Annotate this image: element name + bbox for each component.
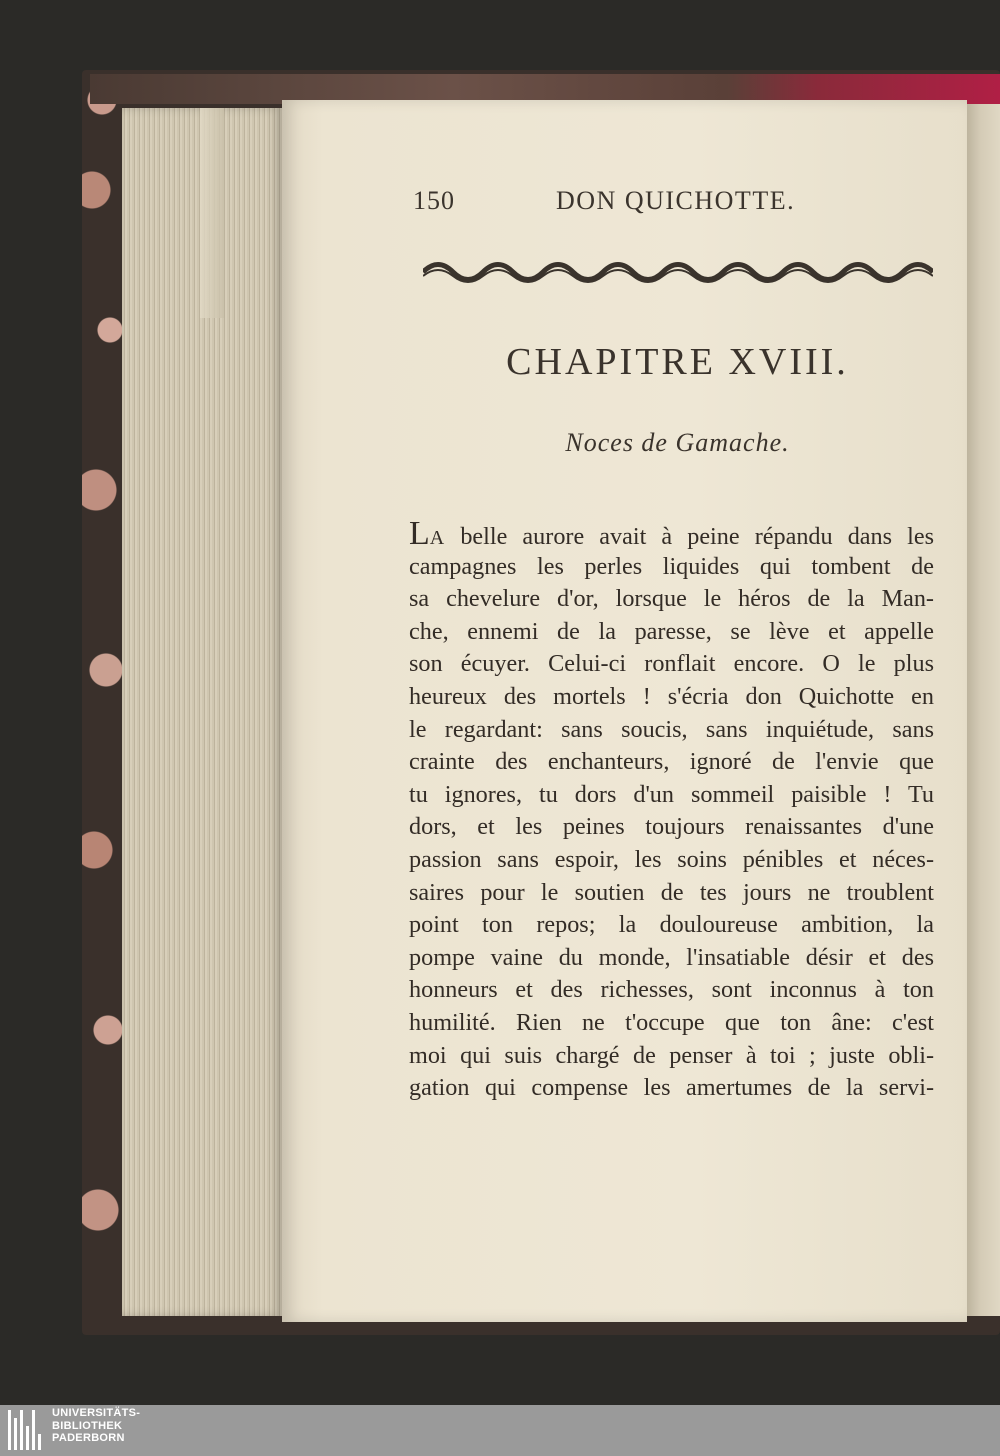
text-line: passion sans espoir, les soins pénibles et néces- [409, 845, 934, 873]
text-line: heureux des mortels ! s'écria don Quichotte en [409, 682, 934, 710]
ornament-rule [423, 258, 933, 284]
logo-line: PADERBORN [52, 1432, 125, 1444]
text-line: dors, et les peines toujours renaissantes d'une [409, 813, 934, 841]
text-line: gation qui compense les amertumes de la servi- [409, 1074, 934, 1102]
logo-line: UNIVERSITÄTS- [52, 1407, 141, 1419]
text-line: crainte des enchanteurs, ignoré de l'envie que [409, 748, 934, 776]
library-footer-bar [0, 1405, 1000, 1456]
page-number: 150 [413, 186, 455, 215]
text-line: le regardant: sans soucis, sans inquiétude, sans [409, 715, 934, 743]
logo-line: BIBLIOTHEK [52, 1419, 123, 1432]
next-page-edge [967, 104, 1000, 1316]
chapter-subtitle: Noces de Gamache. [565, 428, 790, 457]
text-line: honneurs et des richesses, sont inconnus à ton [409, 976, 934, 1004]
text-line: point ton repos; la douloureuse ambition, la [409, 911, 934, 939]
library-logo-icon [6, 1408, 46, 1452]
library-logo-text [52, 1407, 140, 1445]
text-line [409, 515, 934, 552]
text-line: saires pour le soutien de tes jours ne troublent [409, 878, 934, 906]
text-line: tu ignores, tu dors d'un sommeil paisible ! Tu [409, 780, 934, 808]
text-line: son écuyer. Celui-ci ronflait encore. O le plus [409, 650, 934, 678]
text-line: campagnes les perles liquides qui tombent de [409, 552, 934, 580]
small-cap: A [429, 527, 446, 549]
drop-cap: L [409, 515, 430, 552]
body-text [409, 515, 934, 1105]
running-head: DON QUICHOTTE. [556, 186, 796, 215]
text-line: humilité. Rien ne t'occupe que ton âne: c'est [409, 1008, 934, 1036]
text-line-content: belle aurore avait à peine répandu dans les [445, 523, 934, 550]
text-line: moi qui suis chargé de penser à toi ; juste obli- [409, 1041, 934, 1069]
page-edge-fold [200, 108, 224, 318]
text-line: sa chevelure d'or, lorsque le héros de la Man- [409, 585, 934, 613]
text-line: che, ennemi de la paresse, se lève et appelle [409, 617, 934, 645]
text-line: pompe vaine du monde, l'insatiable désir et des [409, 943, 934, 971]
chapter-title: CHAPITRE XVIII. [506, 341, 849, 383]
